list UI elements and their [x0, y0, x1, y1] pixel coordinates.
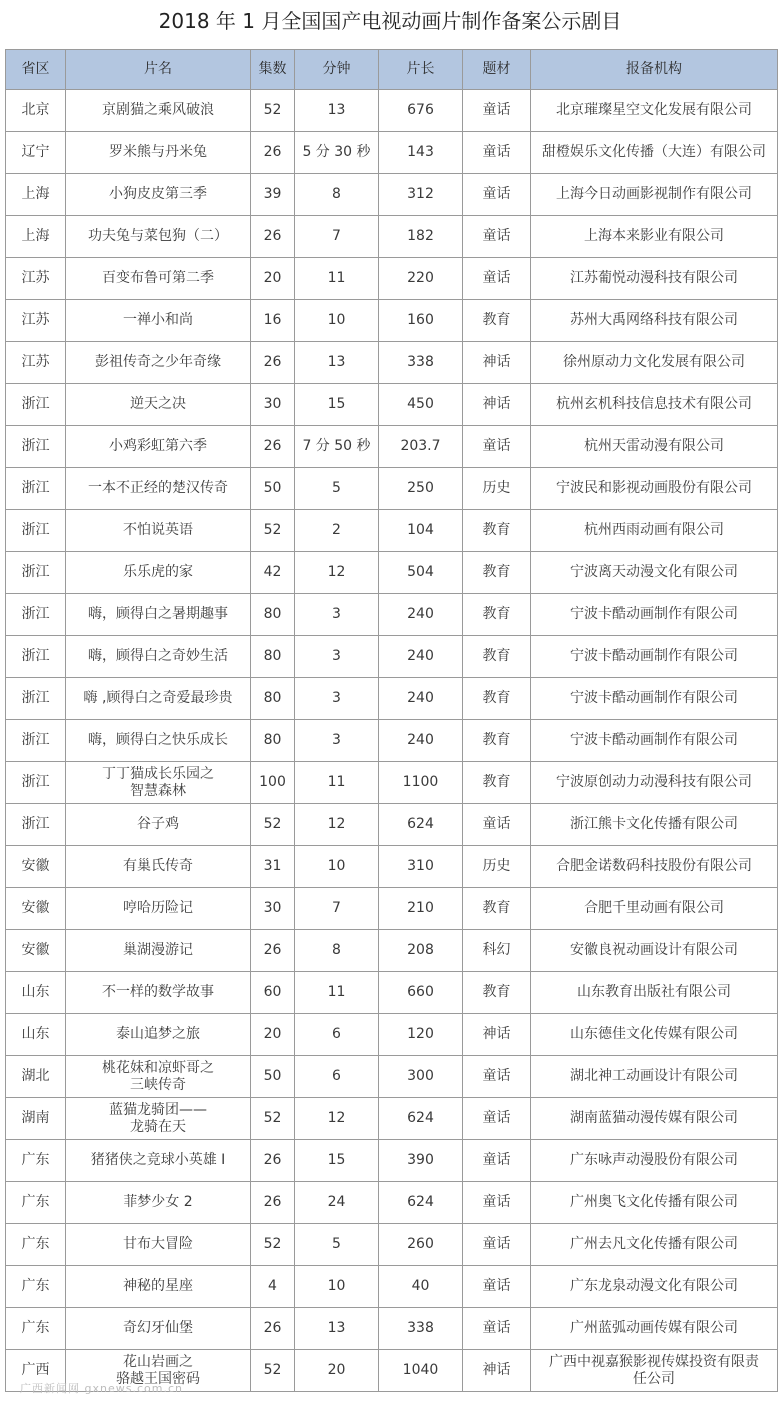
cell-minutes: 10 — [295, 300, 379, 342]
cell-organization: 徐州原动力文化发展有限公司 — [531, 342, 778, 384]
cell-episodes: 52 — [251, 90, 295, 132]
cell-genre: 童话 — [463, 1266, 531, 1308]
cell-province: 广东 — [6, 1224, 66, 1266]
cell-title: 泰山追梦之旅 — [66, 1014, 251, 1056]
cell-episodes: 80 — [251, 594, 295, 636]
cell-province: 浙江 — [6, 636, 66, 678]
cell-organization: 湖南蓝猫动漫传媒有限公司 — [531, 1098, 778, 1140]
cell-province: 湖北 — [6, 1056, 66, 1098]
cell-minutes: 10 — [295, 1266, 379, 1308]
cell-genre: 童话 — [463, 1308, 531, 1350]
cell-genre: 教育 — [463, 888, 531, 930]
cell-length: 40 — [379, 1266, 463, 1308]
cell-minutes: 11 — [295, 972, 379, 1014]
col-header-episodes: 集数 — [251, 50, 295, 90]
cell-title: 奇幻牙仙堡 — [66, 1308, 251, 1350]
cell-minutes: 8 — [295, 930, 379, 972]
cell-genre: 神话 — [463, 1014, 531, 1056]
cell-minutes: 8 — [295, 174, 379, 216]
cell-title: 嗨，顾得白之奇妙生活 — [66, 636, 251, 678]
cell-genre: 童话 — [463, 1056, 531, 1098]
cell-minutes: 3 — [295, 678, 379, 720]
cell-length: 338 — [379, 1308, 463, 1350]
cell-length: 208 — [379, 930, 463, 972]
cell-organization: 山东德佳文化传媒有限公司 — [531, 1014, 778, 1056]
cell-length: 120 — [379, 1014, 463, 1056]
cell-title: 一本不正经的楚汉传奇 — [66, 468, 251, 510]
cell-organization: 合肥金诺数码科技股份有限公司 — [531, 846, 778, 888]
cell-genre: 教育 — [463, 552, 531, 594]
cell-genre: 童话 — [463, 1098, 531, 1140]
cell-title: 花山岩画之 骆越王国密码 — [66, 1350, 251, 1392]
cell-province: 山东 — [6, 1014, 66, 1056]
cell-minutes: 15 — [295, 384, 379, 426]
table-row — [6, 174, 778, 216]
cell-length: 210 — [379, 888, 463, 930]
cell-length: 624 — [379, 1182, 463, 1224]
table-row — [6, 846, 778, 888]
cell-minutes: 3 — [295, 636, 379, 678]
cell-length: 390 — [379, 1140, 463, 1182]
cell-title: 功夫兔与菜包狗（二） — [66, 216, 251, 258]
cell-episodes: 26 — [251, 216, 295, 258]
cell-title: 菲梦少女 2 — [66, 1182, 251, 1224]
cell-minutes: 12 — [295, 1098, 379, 1140]
cell-title: 乐乐虎的家 — [66, 552, 251, 594]
cell-title: 一禅小和尚 — [66, 300, 251, 342]
table-body — [6, 90, 778, 1392]
cell-minutes: 13 — [295, 342, 379, 384]
cell-province: 江苏 — [6, 342, 66, 384]
cell-genre: 童话 — [463, 1182, 531, 1224]
cell-province: 广东 — [6, 1308, 66, 1350]
col-header-length: 片长 — [379, 50, 463, 90]
cell-genre: 童话 — [463, 258, 531, 300]
cell-length: 240 — [379, 678, 463, 720]
cell-episodes: 26 — [251, 1308, 295, 1350]
cell-title: 不一样的数学故事 — [66, 972, 251, 1014]
cell-minutes: 13 — [295, 1308, 379, 1350]
cell-organization: 杭州天雷动漫有限公司 — [531, 426, 778, 468]
cell-episodes: 26 — [251, 1182, 295, 1224]
col-header-minutes: 分钟 — [295, 50, 379, 90]
cell-minutes: 5 — [295, 468, 379, 510]
cell-minutes: 15 — [295, 1140, 379, 1182]
cell-province: 广东 — [6, 1140, 66, 1182]
cell-title: 嗨，顾得白之暑期趣事 — [66, 594, 251, 636]
cell-province: 广西 — [6, 1350, 66, 1392]
table-row — [6, 594, 778, 636]
cell-organization: 上海本来影业有限公司 — [531, 216, 778, 258]
cell-province: 安徽 — [6, 846, 66, 888]
col-header-organization: 报备机构 — [531, 50, 778, 90]
cell-length: 250 — [379, 468, 463, 510]
cell-province: 浙江 — [6, 804, 66, 846]
cell-genre: 童话 — [463, 426, 531, 468]
cell-province: 上海 — [6, 174, 66, 216]
cell-genre: 童话 — [463, 804, 531, 846]
cell-episodes: 52 — [251, 1098, 295, 1140]
cell-title: 哼哈历险记 — [66, 888, 251, 930]
table-row — [6, 1014, 778, 1056]
cell-episodes: 80 — [251, 720, 295, 762]
cell-genre: 童话 — [463, 174, 531, 216]
cell-title: 神秘的星座 — [66, 1266, 251, 1308]
cell-organization: 上海今日动画影视制作有限公司 — [531, 174, 778, 216]
table-row — [6, 804, 778, 846]
cell-organization: 杭州西雨动画有限公司 — [531, 510, 778, 552]
filing-table — [5, 49, 778, 1392]
cell-province: 浙江 — [6, 594, 66, 636]
cell-province: 上海 — [6, 216, 66, 258]
table-row — [6, 1182, 778, 1224]
cell-province: 浙江 — [6, 720, 66, 762]
cell-minutes: 24 — [295, 1182, 379, 1224]
cell-title: 嗨，顾得白之快乐成长 — [66, 720, 251, 762]
cell-episodes: 4 — [251, 1266, 295, 1308]
cell-length: 300 — [379, 1056, 463, 1098]
cell-episodes: 26 — [251, 1140, 295, 1182]
cell-minutes: 3 — [295, 720, 379, 762]
cell-organization: 安徽良祝动画设计有限公司 — [531, 930, 778, 972]
cell-episodes: 100 — [251, 762, 295, 804]
cell-title: 不怕说英语 — [66, 510, 251, 552]
cell-genre: 教育 — [463, 594, 531, 636]
cell-genre: 教育 — [463, 636, 531, 678]
cell-organization: 浙江熊卡文化传播有限公司 — [531, 804, 778, 846]
table-row — [6, 1140, 778, 1182]
table-row — [6, 678, 778, 720]
cell-genre: 教育 — [463, 762, 531, 804]
cell-minutes: 7 分 50 秒 — [295, 426, 379, 468]
cell-genre: 历史 — [463, 846, 531, 888]
cell-length: 624 — [379, 1098, 463, 1140]
table-row — [6, 972, 778, 1014]
cell-title: 桃花妹和凉虾哥之 三峡传奇 — [66, 1056, 251, 1098]
cell-episodes: 26 — [251, 426, 295, 468]
cell-title: 猪猪侠之竞球小英雄 I — [66, 1140, 251, 1182]
cell-organization: 广州奥飞文化传播有限公司 — [531, 1182, 778, 1224]
cell-minutes: 11 — [295, 258, 379, 300]
table-row — [6, 762, 778, 804]
cell-genre: 教育 — [463, 678, 531, 720]
cell-title: 巢湖漫游记 — [66, 930, 251, 972]
cell-province: 辽宁 — [6, 132, 66, 174]
cell-province: 浙江 — [6, 426, 66, 468]
watermark-text: 广西新闻网 gxnews.com.cn — [20, 1382, 183, 1395]
cell-province: 安徽 — [6, 888, 66, 930]
cell-organization: 广州去凡文化传播有限公司 — [531, 1224, 778, 1266]
table-header-row — [6, 50, 778, 90]
table-row — [6, 300, 778, 342]
cell-title: 蓝猫龙骑团—— 龙骑在天 — [66, 1098, 251, 1140]
cell-episodes: 80 — [251, 636, 295, 678]
cell-length: 182 — [379, 216, 463, 258]
col-header-genre: 题材 — [463, 50, 531, 90]
cell-organization: 宁波卡酷动画制作有限公司 — [531, 720, 778, 762]
cell-length: 676 — [379, 90, 463, 132]
cell-organization: 宁波民和影视动画股份有限公司 — [531, 468, 778, 510]
table-row — [6, 888, 778, 930]
cell-genre: 神话 — [463, 1350, 531, 1392]
cell-minutes: 12 — [295, 552, 379, 594]
cell-title: 小狗皮皮第三季 — [66, 174, 251, 216]
cell-length: 160 — [379, 300, 463, 342]
cell-organization: 江苏葡悦动漫科技有限公司 — [531, 258, 778, 300]
cell-organization: 宁波原创动力动漫科技有限公司 — [531, 762, 778, 804]
cell-organization: 山东教育出版社有限公司 — [531, 972, 778, 1014]
cell-genre: 历史 — [463, 468, 531, 510]
cell-length: 450 — [379, 384, 463, 426]
cell-title: 小鸡彩虹第六季 — [66, 426, 251, 468]
table-row — [6, 342, 778, 384]
cell-episodes: 16 — [251, 300, 295, 342]
cell-province: 湖南 — [6, 1098, 66, 1140]
col-header-province: 省区 — [6, 50, 66, 90]
col-header-title: 片名 — [66, 50, 251, 90]
cell-title: 百变布鲁可第二季 — [66, 258, 251, 300]
cell-length: 504 — [379, 552, 463, 594]
table-row — [6, 258, 778, 300]
cell-genre: 教育 — [463, 720, 531, 762]
table-row — [6, 636, 778, 678]
cell-episodes: 52 — [251, 510, 295, 552]
cell-province: 山东 — [6, 972, 66, 1014]
cell-minutes: 20 — [295, 1350, 379, 1392]
cell-title: 逆天之决 — [66, 384, 251, 426]
cell-episodes: 60 — [251, 972, 295, 1014]
cell-province: 广东 — [6, 1266, 66, 1308]
cell-length: 1100 — [379, 762, 463, 804]
cell-title: 彭祖传奇之少年奇缘 — [66, 342, 251, 384]
table-row — [6, 216, 778, 258]
cell-province: 浙江 — [6, 384, 66, 426]
cell-province: 安徽 — [6, 930, 66, 972]
cell-province: 浙江 — [6, 762, 66, 804]
cell-province: 江苏 — [6, 258, 66, 300]
cell-length: 1040 — [379, 1350, 463, 1392]
table-row — [6, 1098, 778, 1140]
cell-genre: 教育 — [463, 972, 531, 1014]
cell-episodes: 52 — [251, 1350, 295, 1392]
cell-organization: 广东龙泉动漫文化有限公司 — [531, 1266, 778, 1308]
cell-organization: 广西中视嘉猴影视传媒投资有限责 任公司 — [531, 1350, 778, 1392]
cell-episodes: 50 — [251, 1056, 295, 1098]
page-title: 2018 年 1 月全国国产电视动画片制作备案公示剧目 — [158, 9, 622, 33]
cell-organization: 甜橙娱乐文化传播（大连）有限公司 — [531, 132, 778, 174]
cell-length: 660 — [379, 972, 463, 1014]
cell-minutes: 12 — [295, 804, 379, 846]
cell-organization: 合肥千里动画有限公司 — [531, 888, 778, 930]
cell-episodes: 20 — [251, 1014, 295, 1056]
cell-organization: 广东咏声动漫股份有限公司 — [531, 1140, 778, 1182]
cell-episodes: 26 — [251, 342, 295, 384]
cell-minutes: 11 — [295, 762, 379, 804]
cell-episodes: 52 — [251, 1224, 295, 1266]
cell-organization: 北京璀璨星空文化发展有限公司 — [531, 90, 778, 132]
cell-genre: 神话 — [463, 342, 531, 384]
cell-minutes: 2 — [295, 510, 379, 552]
cell-organization: 宁波卡酷动画制作有限公司 — [531, 636, 778, 678]
cell-episodes: 42 — [251, 552, 295, 594]
cell-minutes: 7 — [295, 888, 379, 930]
cell-length: 240 — [379, 720, 463, 762]
cell-length: 338 — [379, 342, 463, 384]
table-row — [6, 720, 778, 762]
table-row — [6, 132, 778, 174]
cell-episodes: 39 — [251, 174, 295, 216]
cell-episodes: 30 — [251, 384, 295, 426]
cell-title: 有巢氏传奇 — [66, 846, 251, 888]
cell-genre: 童话 — [463, 132, 531, 174]
cell-length: 104 — [379, 510, 463, 552]
cell-length: 143 — [379, 132, 463, 174]
cell-minutes: 7 — [295, 216, 379, 258]
cell-episodes: 31 — [251, 846, 295, 888]
cell-organization: 宁波卡酷动画制作有限公司 — [531, 594, 778, 636]
cell-genre: 童话 — [463, 1224, 531, 1266]
cell-organization: 杭州玄机科技信息技术有限公司 — [531, 384, 778, 426]
cell-province: 浙江 — [6, 468, 66, 510]
cell-length: 240 — [379, 594, 463, 636]
cell-province: 浙江 — [6, 552, 66, 594]
cell-organization: 苏州大禹网络科技有限公司 — [531, 300, 778, 342]
cell-title: 甘布大冒险 — [66, 1224, 251, 1266]
cell-minutes: 5 分 30 秒 — [295, 132, 379, 174]
cell-title: 丁丁猫成长乐园之 智慧森林 — [66, 762, 251, 804]
cell-length: 260 — [379, 1224, 463, 1266]
cell-episodes: 30 — [251, 888, 295, 930]
cell-episodes: 26 — [251, 930, 295, 972]
cell-genre: 童话 — [463, 1140, 531, 1182]
table-row — [6, 426, 778, 468]
cell-minutes: 13 — [295, 90, 379, 132]
cell-genre: 教育 — [463, 510, 531, 552]
cell-title: 京剧猫之乘风破浪 — [66, 90, 251, 132]
table-row — [6, 384, 778, 426]
cell-length: 312 — [379, 174, 463, 216]
cell-genre: 教育 — [463, 300, 531, 342]
cell-length: 310 — [379, 846, 463, 888]
cell-length: 220 — [379, 258, 463, 300]
table-row — [6, 1266, 778, 1308]
cell-province: 广东 — [6, 1182, 66, 1224]
cell-minutes: 6 — [295, 1014, 379, 1056]
cell-genre: 童话 — [463, 216, 531, 258]
table-row — [6, 1224, 778, 1266]
cell-organization: 宁波离天动漫文化有限公司 — [531, 552, 778, 594]
cell-episodes: 52 — [251, 804, 295, 846]
cell-genre: 神话 — [463, 384, 531, 426]
cell-title: 谷子鸡 — [66, 804, 251, 846]
cell-episodes: 20 — [251, 258, 295, 300]
table-row — [6, 1308, 778, 1350]
cell-organization: 宁波卡酷动画制作有限公司 — [531, 678, 778, 720]
table-row — [6, 552, 778, 594]
cell-province: 浙江 — [6, 510, 66, 552]
cell-province: 浙江 — [6, 678, 66, 720]
cell-genre: 童话 — [463, 90, 531, 132]
table-row — [6, 468, 778, 510]
table-row — [6, 510, 778, 552]
table-row — [6, 1056, 778, 1098]
cell-title: 嗨 ,顾得白之奇爱最珍贵 — [66, 678, 251, 720]
cell-organization: 广州蓝弧动画传媒有限公司 — [531, 1308, 778, 1350]
cell-title: 罗米熊与丹米兔 — [66, 132, 251, 174]
cell-genre: 科幻 — [463, 930, 531, 972]
cell-episodes: 50 — [251, 468, 295, 510]
cell-minutes: 3 — [295, 594, 379, 636]
cell-province: 北京 — [6, 90, 66, 132]
cell-episodes: 80 — [251, 678, 295, 720]
cell-minutes: 10 — [295, 846, 379, 888]
cell-province: 江苏 — [6, 300, 66, 342]
cell-episodes: 26 — [251, 132, 295, 174]
cell-minutes: 5 — [295, 1224, 379, 1266]
cell-organization: 湖北神工动画设计有限公司 — [531, 1056, 778, 1098]
cell-length: 240 — [379, 636, 463, 678]
cell-minutes: 6 — [295, 1056, 379, 1098]
table-row — [6, 90, 778, 132]
cell-length: 203.7 — [379, 426, 463, 468]
cell-length: 624 — [379, 804, 463, 846]
table-row — [6, 930, 778, 972]
